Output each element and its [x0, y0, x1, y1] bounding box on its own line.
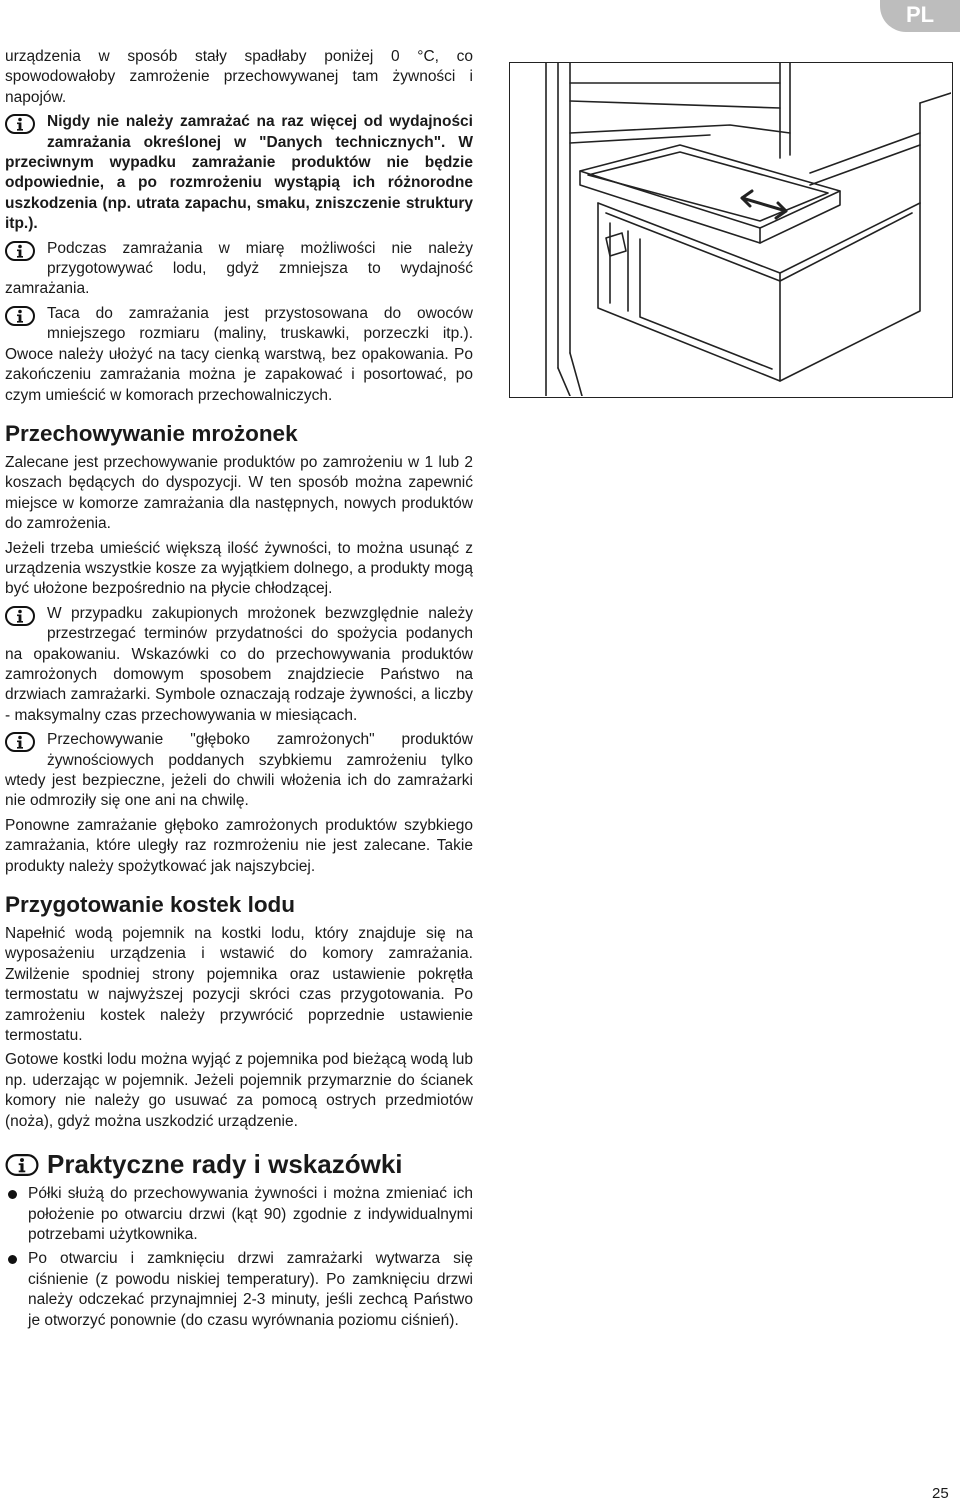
storage-paragraph-2: Jeżeli trzeba umieścić większą ilość żywności, to można usunąć z urządzenia wszystkie kosze za wyjątkiem dolnego, a produkty mogą być ułożone bezpośrednio na płycie chłodzącej.	[5, 539, 473, 598]
heading-tips	[5, 1150, 473, 1178]
note-deep-frozen	[5, 730, 473, 812]
intro-paragraph: urządzenia w sposób stały spadłaby poniżej 0 °C, co spowodowałoby zamrożenie przechowywanej tam żywności i napojów.	[5, 48, 473, 106]
ice-paragraph-1: Napełnić wodą pojemnik na kostki lodu, który znajduje się na wyposażeniu urządzenia i wstawić do komory zamrażania. Zwilżenie spodniej strony pojemnika oraz ustawienie pokrętła termostatu w najwyższej pozycji skróci czas przygotowania. Po zamrożeniu kostek należy przywrócić poprzednie ustawienie termostatu.	[5, 925, 473, 1045]
list-item: Po otwarciu i zamknięciu drzwi zamrażarki wytwarza się ciśnienie (z powodu niskiej temperatury). Po zamknięciu drzwi należy odczekać przynajmniej 2-3 minuty, jeśli zechcą Państwo je otworzyć ponownie (do czasu wyrównania poziomu ciśnień).	[5, 1249, 473, 1331]
note-purchased-frozen	[5, 604, 473, 726]
note-ice-during-freezing	[5, 239, 473, 300]
note-freezing-tray	[5, 304, 473, 406]
list-item: Półki służą do przechowywania żywności i można zmieniać ich położenie po otwarciu drzwi (kąt 90) zgodnie z indywidualnymi potrzebami użytkownika.	[5, 1184, 473, 1245]
bullet-dot	[8, 1190, 17, 1199]
info-icon	[5, 241, 35, 261]
info-icon	[5, 306, 35, 326]
note-max-capacity-text: Nigdy nie należy zamrażać na raz więcej od wydajności zamrażania określonej w "Danych technicznych". W przeciwnym wypadku zamrażanie produktów nie będzie odpowiednie, a po rozmrożeniu wystąpią ich różnorodne uszkodzenia (np. utrata zapachu, smaku, zniszczenie struktury itp.).	[5, 113, 473, 233]
heading-ice-cubes: Przygotowanie kostek lodu	[5, 892, 296, 918]
info-icon	[5, 732, 35, 752]
info-icon	[5, 114, 35, 134]
heading-storage: Przechowywanie mrożonek	[5, 420, 298, 446]
language-badge: PL	[880, 0, 960, 32]
heading-tips-text: Praktyczne rady i wskazówki	[47, 1149, 403, 1180]
info-icon	[5, 606, 35, 626]
bullet-dot	[8, 1255, 17, 1264]
note-ice-text: Podczas zamrażania w miarę możliwości nie należy przygotowywać lodu, gdyż zmniejsza to wydajność zamrażania.	[5, 239, 473, 298]
storage-paragraph-1: Zalecane jest przechowywanie produktów po zamrożeniu w 1 lub 2 koszach będących do dyspozycji. W ten sposób można zapewnić miejsce w komorze zamrażania dla następnych, nowych produktów do zamrożenia.	[5, 453, 473, 533]
main-text-column	[5, 47, 473, 1335]
tips-list	[5, 1184, 473, 1331]
info-icon	[5, 1154, 35, 1174]
note-deep-text: Przechowywanie "głęboko zamrożonych" produktów żywnościowych poddanych szybkiemu zamrożeniu tylko wtedy jest bezpieczne, jeżeli do chwili włożenia ich do zamrażarki nie odmroziły się one ani na chwilę.	[5, 731, 473, 810]
page-number: 25	[932, 1485, 949, 1502]
freezer-drawer-illustration	[509, 62, 953, 398]
note-max-capacity	[5, 112, 473, 234]
refreeze-paragraph: Ponowne zamrażanie głęboko zamrożonych produktów szybkiego zamrażania, które uległy raz rozmrożeniu nie jest zalecane. Takie produkty należy spożytkować jak najszybciej.	[5, 816, 473, 875]
note-tray-text: Taca do zamrażania jest przystosowana do owoców mniejszego rozmiaru (maliny, truskawki, porzeczki itp.). Owoce należy ułożyć na tacy cienką warstwą, bez opakowania. Po zakończeniu zamrażania można je zapakować i posortować, po czym umieścić w komorach przechowalniczych.	[5, 304, 473, 404]
ice-paragraph-2: Gotowe kostki lodu można wyjąć z pojemnika pod bieżącą wodą lub np. uderzając w pojemnik. Jeżeli pojemnik przymarznie do ścianek komory nie należy go usuwać za pomocą ostrych przedmiotów (noża), gdyż można uszkodzić urządzenie.	[5, 1051, 473, 1130]
note-purchased-text: W przypadku zakupionych mrożonek bezwzględnie należy przestrzegać terminów przydatności do spożycia podanych na opakowaniu. Wskazówki co do przechowywania produktów zamrożonych domowym sposobem znajdziecie Państwo na drzwiach zamrażarki. Symbole oznaczają rodzaje żywności, a liczby - maksymalny czas przechowywania w miesiącach.	[5, 604, 473, 724]
